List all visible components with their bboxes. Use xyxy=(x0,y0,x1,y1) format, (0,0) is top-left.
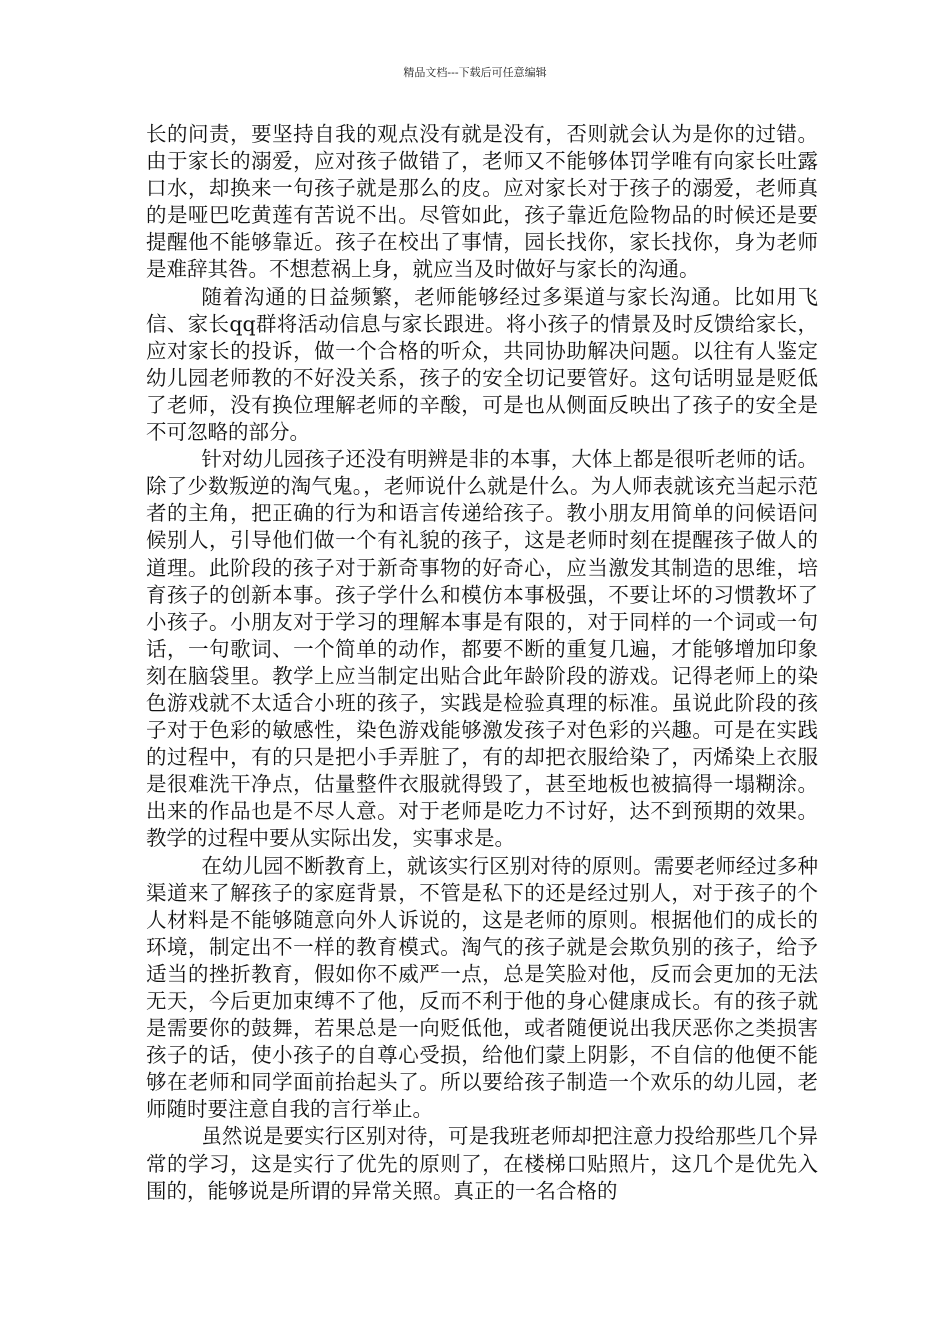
paragraph: 在幼儿园不断教育上，就该实行区别对待的原则。需要老师经过多种渠道来了解孩子的家庭背景，不管是私下的还是经过别人，对于孩子的个人材料是不能够随意向外人诉说的，这是老师的原则。根据他们的成长的环境，制定出不一样的教育模式。淘气的孩子就是会欺负别的孩子，给予适当的挫折教育，假如你不威严一点，总是笑脸对他，反而会更加的无法无天，今后更加束缚不了他，反而不利于他的身心健康成长。有的孩子就是需要你的鼓舞，若果总是一向贬低他，或者随便说出我厌恶你之类损害孩子的话，使小孩子的自尊心受损，给他们蒙上阴影，不自信的他便不能够在老师和同学面前抬起头了。所以要给孩子制造一个欢乐的幼儿园，老师随时要注意自我的言行举止。 xyxy=(146,853,818,1122)
paragraph: 长的问责，要坚持自我的观点没有就是没有，否则就会认为是你的过错。由于家长的溺爱，应对孩子做错了，老师又不能够体罚学唯有向家长吐露口水，却换来一句孩子就是那么的皮。应对家长对于孩子的溺爱，老师真的是哑巴吃黄莲有苦说不出。尽管如此，孩子靠近危险物品的时候还是要提醒他不能够靠近。孩子在校出了事情，园长找你，家长找你，身为老师是难辞其咎。不想惹祸上身，就应当及时做好与家长的沟通。 xyxy=(146,122,818,282)
paragraph: 随着沟通的日益频繁，老师能够经过多渠道与家长沟通。比如用飞信、家长qq群将活动信息与家长跟进。将小孩子的情景及时反馈给家长，应对家长的投诉，做一个合格的听众，共同协助解决问题。以往有人鉴定幼儿园老师教的不好没关系，孩子的安全切记要管好。这句话明显是贬低了老师，没有换位理解老师的辛酸，可是也从侧面反映出了孩子的安全是不可忽略的部分。 xyxy=(146,284,818,445)
article-body xyxy=(146,121,818,1205)
page-header: 精品文档---下载后可任意编辑 xyxy=(403,66,547,79)
paragraph: 针对幼儿园孩子还没有明辨是非的本事，大体上都是很听老师的话。除了少数叛逆的淘气鬼。，老师说什么就是什么。为人师表就该充当起示范者的主角，把正确的行为和语言传递给孩子。教小朋友用简单的问候语问候别人，引导他们做一个有礼貌的孩子，这是老师时刻在提醒孩子做人的道理。此阶段的孩子对于新奇事物的好奇心，应当激发其制造的思维，培育孩子的创新本事。孩子学什么和模仿本事极强，不要让坏的习惯教坏了小孩子。小朋友对于学习的理解本事是有限的，对于同样的一个词或一句话，一句歌词、一个简单的动作，都要不断的重复几遍，才能够增加印象刻在脑袋里。教学上应当制定出贴合此年龄阶段的游戏。记得老师上的染色游戏就不太适合小班的孩子，实践是检验真理的标准。虽说此阶段的孩子对于色彩的敏感性，染色游戏能够激发孩子对色彩的兴趣。可是在实践的过程中，有的只是把小手弄脏了，有的却把衣服给染了，丙烯染上衣服是很难洗干净点，估量整件衣服就得毁了，甚至地板也被搞得一塌糊涂。出来的作品也是不尽人意。对于老师是吃力不讨好，达不到预期的效果。教学的过程中要从实际出发，实事求是。 xyxy=(146,447,818,851)
paragraph: 虽然说是要实行区别对待，可是我班老师却把注意力投给那些几个异常的学习，这是实行了优先的原则了，在楼梯口贴照片，这几个是优先入围的，能够说是所谓的异常关照。真正的一名合格的 xyxy=(146,1124,818,1203)
